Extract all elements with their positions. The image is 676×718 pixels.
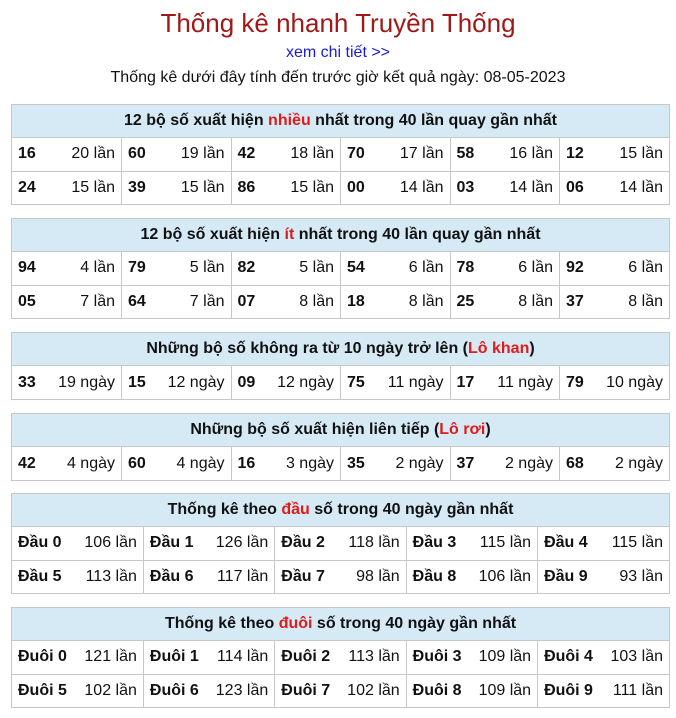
table-row <box>12 366 669 399</box>
stat-number: 68 <box>566 454 584 472</box>
stat-cell <box>12 674 143 707</box>
stat-count: 14 lần <box>399 178 444 196</box>
stat-count: 7 lần <box>189 292 225 310</box>
stat-number: Đuôi 2 <box>281 648 331 666</box>
stat-number: 24 <box>18 178 36 196</box>
stat-number: 37 <box>456 454 475 472</box>
stat-count: 7 lần <box>80 292 115 310</box>
stat-cell <box>12 285 122 318</box>
stat-cell <box>538 560 669 593</box>
stat-count: 117 lần <box>216 567 269 585</box>
stat-cell <box>12 171 122 204</box>
stat-number: 17 <box>456 373 475 391</box>
lo-khan-section <box>11 332 670 400</box>
stat-count: 15 lần <box>180 178 225 196</box>
stats-table <box>12 252 669 318</box>
stat-cell <box>122 171 232 204</box>
stat-number: 64 <box>128 292 146 310</box>
table-row <box>12 447 669 480</box>
stat-number: 18 <box>347 292 365 310</box>
stat-count: 17 lần <box>399 145 444 163</box>
stat-cell <box>538 674 669 707</box>
stat-number: 00 <box>347 178 365 196</box>
stat-number: Đầu 0 <box>18 534 62 552</box>
stat-cell <box>12 560 143 593</box>
stat-cell <box>122 285 232 318</box>
stat-count: 15 lần <box>619 145 663 163</box>
stat-number: 37 <box>566 292 584 310</box>
stat-count: 113 lần <box>85 567 137 585</box>
stat-number: Đầu 9 <box>544 567 588 585</box>
stat-number: 94 <box>18 259 36 277</box>
stat-cell <box>341 252 451 285</box>
stat-cell <box>538 641 669 674</box>
stat-cell <box>450 171 560 204</box>
stats-table <box>12 527 669 593</box>
stat-number: 58 <box>456 145 475 163</box>
stat-number: 60 <box>128 145 146 163</box>
stat-number: Đầu 2 <box>281 534 325 552</box>
stat-number: Đuôi 6 <box>149 681 199 699</box>
stat-cell <box>341 138 451 171</box>
stat-cell <box>341 285 451 318</box>
stat-cell <box>450 252 560 285</box>
stats-table <box>12 641 669 707</box>
stat-cell <box>231 285 341 318</box>
stat-number: 12 <box>566 145 584 163</box>
lo-roi-section <box>11 413 670 481</box>
stat-number: 82 <box>237 259 256 277</box>
table-row <box>12 527 669 560</box>
table-row <box>12 674 669 707</box>
stat-number: 42 <box>18 454 36 472</box>
stat-count: 12 ngày <box>167 373 225 391</box>
stat-number: Đầu 5 <box>18 567 62 585</box>
stat-count: 115 lần <box>479 534 532 552</box>
stat-cell <box>143 560 274 593</box>
stat-cell <box>450 366 560 399</box>
stat-number: 09 <box>237 373 256 391</box>
stat-cell <box>560 285 670 318</box>
stat-count: 8 lần <box>408 292 444 310</box>
stat-count: 4 ngày <box>66 454 115 472</box>
stat-cell <box>275 641 406 674</box>
stat-count: 14 lần <box>619 178 663 196</box>
stat-cell <box>122 252 232 285</box>
stat-cell <box>560 447 670 480</box>
stat-count: 115 lần <box>611 534 663 552</box>
stat-number: 16 <box>237 454 256 472</box>
stat-count: 6 lần <box>518 259 553 277</box>
stat-count: 114 lần <box>216 648 269 666</box>
stat-cell <box>143 641 274 674</box>
stat-cell <box>406 560 537 593</box>
stat-cell <box>12 138 122 171</box>
table-row <box>12 285 669 318</box>
stat-count: 109 lần <box>478 681 532 699</box>
stat-count: 11 ngày <box>497 373 553 391</box>
stat-cell <box>341 171 451 204</box>
stat-count: 123 lần <box>215 681 269 699</box>
stats-table <box>12 138 669 204</box>
stat-number: 16 <box>18 145 36 163</box>
stat-cell <box>12 527 143 560</box>
section-title: Những bộ số xuất hiện liên tiếp (Lô rơi) <box>12 414 669 447</box>
stat-count: 11 ngày <box>387 373 444 391</box>
stats-table <box>12 447 669 480</box>
stat-count: 109 lần <box>478 648 532 666</box>
stat-count: 6 lần <box>628 259 663 277</box>
stat-cell <box>560 252 670 285</box>
stat-count: 4 ngày <box>176 454 225 472</box>
table-row <box>12 641 669 674</box>
stat-count: 106 lần <box>84 534 137 552</box>
stat-count: 5 lần <box>299 259 334 277</box>
stat-cell <box>12 641 143 674</box>
stat-number: Đầu 1 <box>149 534 194 552</box>
stat-count: 102 lần <box>347 681 400 699</box>
stat-cell <box>341 366 451 399</box>
stat-number: Đầu 8 <box>412 567 457 585</box>
stat-number: Đuôi 1 <box>149 648 199 666</box>
stat-count: 19 lần <box>180 145 225 163</box>
stat-number: 15 <box>128 373 146 391</box>
stat-count: 111 lần <box>612 681 663 699</box>
stat-number: 35 <box>347 454 365 472</box>
stat-count: 3 ngày <box>285 454 334 472</box>
section-title: Những bộ số không ra từ 10 ngày trở lên (Lô khan) <box>12 333 669 366</box>
stat-count: 2 ngày <box>395 454 444 472</box>
stat-count: 121 lần <box>84 648 137 666</box>
stat-count: 19 ngày <box>58 373 115 391</box>
stat-number: 75 <box>347 373 365 391</box>
stat-cell <box>538 527 669 560</box>
stat-cell <box>560 366 670 399</box>
stat-number: Đuôi 8 <box>412 681 462 699</box>
stat-number: 33 <box>18 373 36 391</box>
stat-count: 98 lần <box>356 567 400 585</box>
stat-cell <box>406 641 537 674</box>
stat-count: 103 lần <box>610 648 663 666</box>
stat-count: 113 lần <box>348 648 400 666</box>
stat-number: 39 <box>128 178 146 196</box>
stat-number: 60 <box>128 454 146 472</box>
stat-count: 6 lần <box>408 259 444 277</box>
stat-count: 102 lần <box>84 681 137 699</box>
stat-number: 07 <box>237 292 256 310</box>
most-frequent-section <box>11 104 670 205</box>
stat-number: 05 <box>18 292 36 310</box>
stat-cell <box>560 138 670 171</box>
stat-number: 86 <box>237 178 256 196</box>
stat-count: 118 lần <box>348 534 400 552</box>
stat-count: 8 lần <box>628 292 663 310</box>
stat-number: Đuôi 7 <box>281 681 331 699</box>
stat-cell <box>122 447 232 480</box>
stat-cell <box>122 366 232 399</box>
stat-cell <box>450 285 560 318</box>
stat-count: 15 lần <box>71 178 115 196</box>
stat-count: 12 ngày <box>277 373 334 391</box>
page-header <box>0 6 676 90</box>
view-details-link[interactable]: xem chi tiết >> <box>285 44 391 61</box>
stat-number: 03 <box>456 178 475 196</box>
stat-number: Đuôi 3 <box>412 648 462 666</box>
stat-cell <box>231 138 341 171</box>
stat-cell <box>12 252 122 285</box>
stat-count: 10 ngày <box>606 373 663 391</box>
page-subtitle: Thống kê dưới đây tính đến trước giờ kết quả ngày: 08-05-2023 <box>110 69 566 86</box>
stat-number: 92 <box>566 259 584 277</box>
stat-count: 18 lần <box>290 145 334 163</box>
stat-count: 15 lần <box>290 178 334 196</box>
stat-count: 106 lần <box>478 567 532 585</box>
stat-count: 2 ngày <box>504 454 553 472</box>
stat-cell <box>450 138 560 171</box>
stat-number: Đuôi 9 <box>544 681 593 699</box>
stat-cell <box>231 366 341 399</box>
stat-cell <box>275 527 406 560</box>
stat-cell <box>275 560 406 593</box>
stat-number: 06 <box>566 178 584 196</box>
head-digit-section <box>11 493 670 594</box>
stat-count: 2 ngày <box>614 454 663 472</box>
stat-cell <box>231 252 341 285</box>
stat-number: 42 <box>237 145 256 163</box>
stat-number: Đầu 4 <box>544 534 588 552</box>
stat-count: 93 lần <box>619 567 663 585</box>
table-row <box>12 560 669 593</box>
section-title: 12 bộ số xuất hiện nhiều nhất trong 40 lần quay gần nhất <box>12 105 669 138</box>
stat-count: 126 lần <box>215 534 269 552</box>
tail-digit-section <box>11 607 670 708</box>
page-title: Thống kê nhanh Truyền Thống <box>160 8 516 38</box>
stat-count: 14 lần <box>509 178 553 196</box>
stat-count: 8 lần <box>518 292 553 310</box>
stat-number: Đầu 7 <box>281 567 325 585</box>
least-frequent-section <box>11 218 670 319</box>
stat-count: 8 lần <box>299 292 334 310</box>
stat-number: 54 <box>347 259 365 277</box>
stat-cell <box>450 447 560 480</box>
stat-cell <box>143 674 274 707</box>
stat-count: 16 lần <box>509 145 553 163</box>
section-title: 12 bộ số xuất hiện ít nhất trong 40 lần quay gần nhất <box>12 219 669 252</box>
section-title: Thống kê theo đuôi số trong 40 ngày gần nhất <box>12 608 669 641</box>
stat-cell <box>406 674 537 707</box>
stat-number: 70 <box>347 145 365 163</box>
stat-cell <box>122 138 232 171</box>
stat-number: 79 <box>566 373 584 391</box>
stat-number: Đuôi 0 <box>18 648 67 666</box>
stat-cell <box>341 447 451 480</box>
stat-number: Đầu 3 <box>412 534 457 552</box>
stats-table <box>12 366 669 399</box>
stat-cell <box>231 171 341 204</box>
stat-cell <box>143 527 274 560</box>
stat-number: Đuôi 5 <box>18 681 67 699</box>
table-row <box>12 138 669 171</box>
stat-cell <box>406 527 537 560</box>
stat-cell <box>231 447 341 480</box>
section-title: Thống kê theo đầu số trong 40 ngày gần nhất <box>12 494 669 527</box>
stat-cell <box>12 366 122 399</box>
stat-cell <box>275 674 406 707</box>
stat-number: 79 <box>128 259 146 277</box>
table-row <box>12 171 669 204</box>
stat-count: 4 lần <box>80 259 115 277</box>
stat-count: 20 lần <box>71 145 115 163</box>
stat-number: Đầu 6 <box>149 567 194 585</box>
stat-cell <box>560 171 670 204</box>
stat-number: Đuôi 4 <box>544 648 593 666</box>
stat-cell <box>12 447 122 480</box>
stat-count: 5 lần <box>189 259 225 277</box>
stat-number: 25 <box>456 292 475 310</box>
stat-number: 78 <box>456 259 475 277</box>
table-row <box>12 252 669 285</box>
